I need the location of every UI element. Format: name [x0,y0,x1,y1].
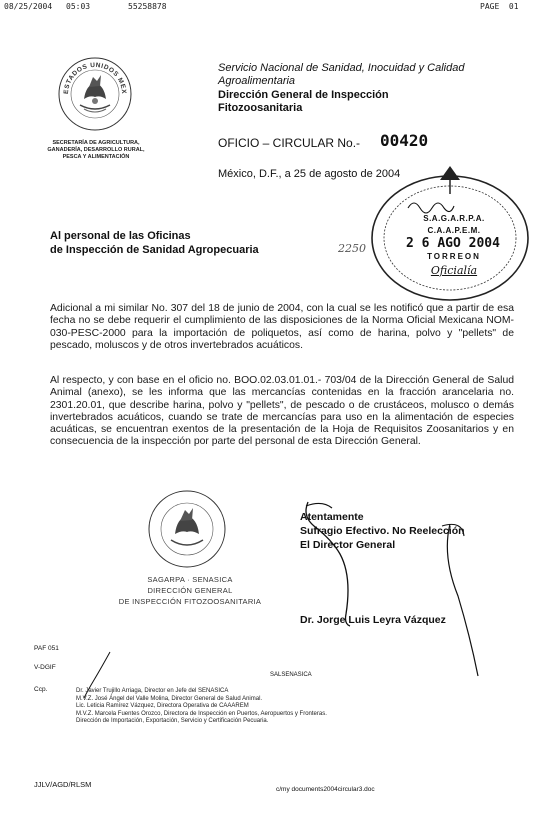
cc-item: Lic. Leticia Ramírez Vázquez, Directora Operativa de CAAAREM [76,703,249,710]
fax-date: 08/25/2004 [4,2,53,11]
closing-title: El Director General [300,539,396,551]
agency-name-line2: Agroalimentaria [218,75,296,87]
seal2-line3: DE INSPECCIÓN FITOZOOSANITARIA [118,597,262,606]
fax-time: 05:03 [66,2,91,11]
cc-item: M.V.Z. José Ángel del Valle Molina, Director General de Salud Animal. [76,695,263,702]
direction-name-line1: Dirección General de Inspección [218,89,389,101]
handwritten-number: 2250 [338,242,366,255]
cc-item: Dirección de Importación, Exportación, Servicio y Certificación Pecuaria. [76,718,269,725]
oficio-number: 00420 [380,131,429,150]
recipient-line2: de Inspección de Sanidad Agropecuaria [50,244,259,256]
stamp-line2: C.A.A.P.E.M. [427,226,481,235]
stamp-line1: S.A.G.A.R.P.A. [423,214,485,223]
body-paragraph-2: Al respecto, y con base en el oficio no. BOO.02.03.01.01.- 703/04 de la Dirección General de Salud Animal (anexo), se les informa que las mercancías contenidas en la fracción arancelaria no. 2301.20.01, que describe harina, polvo y "pellets", de pescado o de crustáceos, molusco o demás invertebrados acuáticos, cuando se trate de mercancías para uso en la alimentación de especies acuáticas, se encuentran exentos de la presentación de la Hoja de Requisitos Zoosanitarios y en consecuencia de la inspección por parte del personal de esta Dirección General. [50,375,514,448]
body-paragraph-1: Adicional a mi similar No. 307 del 18 de junio de 2004, con la cual se les notificó que a partir de esa fecha no se debe requerir el cumplimiento de las disposiciones de la Norma Oficial Mexicana NOM-030-PESC-2000 para la importación de poliquetos, así como de harina, polvo y "pellets" de pescado, moluscos y de otros invertebrados acuáticos. [50,303,514,351]
secretaria-line3: PESCA Y ALIMENTACIÓN [62,154,130,160]
cc-item: M.V.Z. Marcela Fuentes Orozco, Directora de Inspección en Puertos, Aeropuertos y Fronteras. [76,710,327,717]
ccp-label: Ccp. [34,686,48,693]
agency-name-line1: Servicio Nacional de Sanidad, Inocuidad y Calidad [218,62,465,74]
paf-reference: PAF 051 [34,645,59,652]
cc-list [76,688,396,726]
seal2-line2: DIRECCIÓN GENERAL [147,586,233,595]
sal-senasica-label: SALSENASICA [270,672,312,678]
direction-name-line2: Fitozoosanitaria [218,102,303,114]
oficio-label: OFICIO – CIRCULAR No.- [218,136,361,150]
vdgif-reference: V-DGIF [34,664,56,671]
stamp-line4: TORREON [427,252,481,261]
place-date: México, D.F., a 25 de agosto de 2004 [218,168,401,180]
secretaria-name [42,140,150,161]
initials-reference: JJLV/AGD/RLSM [34,780,92,789]
cc-item: Dr. Javier Trujillo Arriaga, Director en Jefe del SENASICA [76,688,229,694]
seal2-line1: SAGARPA · SENASICA [147,575,233,584]
secretaria-line1: SECRETARÍA DE AGRICULTURA, [52,140,140,146]
coat-of-arms-seal [53,50,134,133]
signer-name: Dr. Jorge Luis Leyra Vázquez [300,614,446,626]
secretaria-line2: GANADERÍA, DESARROLLO RURAL, [47,147,145,153]
file-path: c/my documents2004circular3.doc [276,786,375,793]
fax-number: 55258878 [128,2,167,11]
fax-page: PAGE 01 [480,2,519,11]
recipient-line1: Al personal de las Oficinas [50,230,191,242]
direction-seal [144,488,230,570]
closing-sufragio: Sufragio Efectivo. No Reelección [300,525,465,537]
closing-atentamente: Atentamente [300,511,364,523]
stamp-date: 2 6 AGO 2004 [406,236,500,251]
seal-ring-text: ESTADOS UNIDOS MEXICANOS [53,50,128,95]
received-stamp [368,170,532,304]
handwritten-signature [292,496,492,696]
stamp-signature: Oficialía [430,264,478,277]
